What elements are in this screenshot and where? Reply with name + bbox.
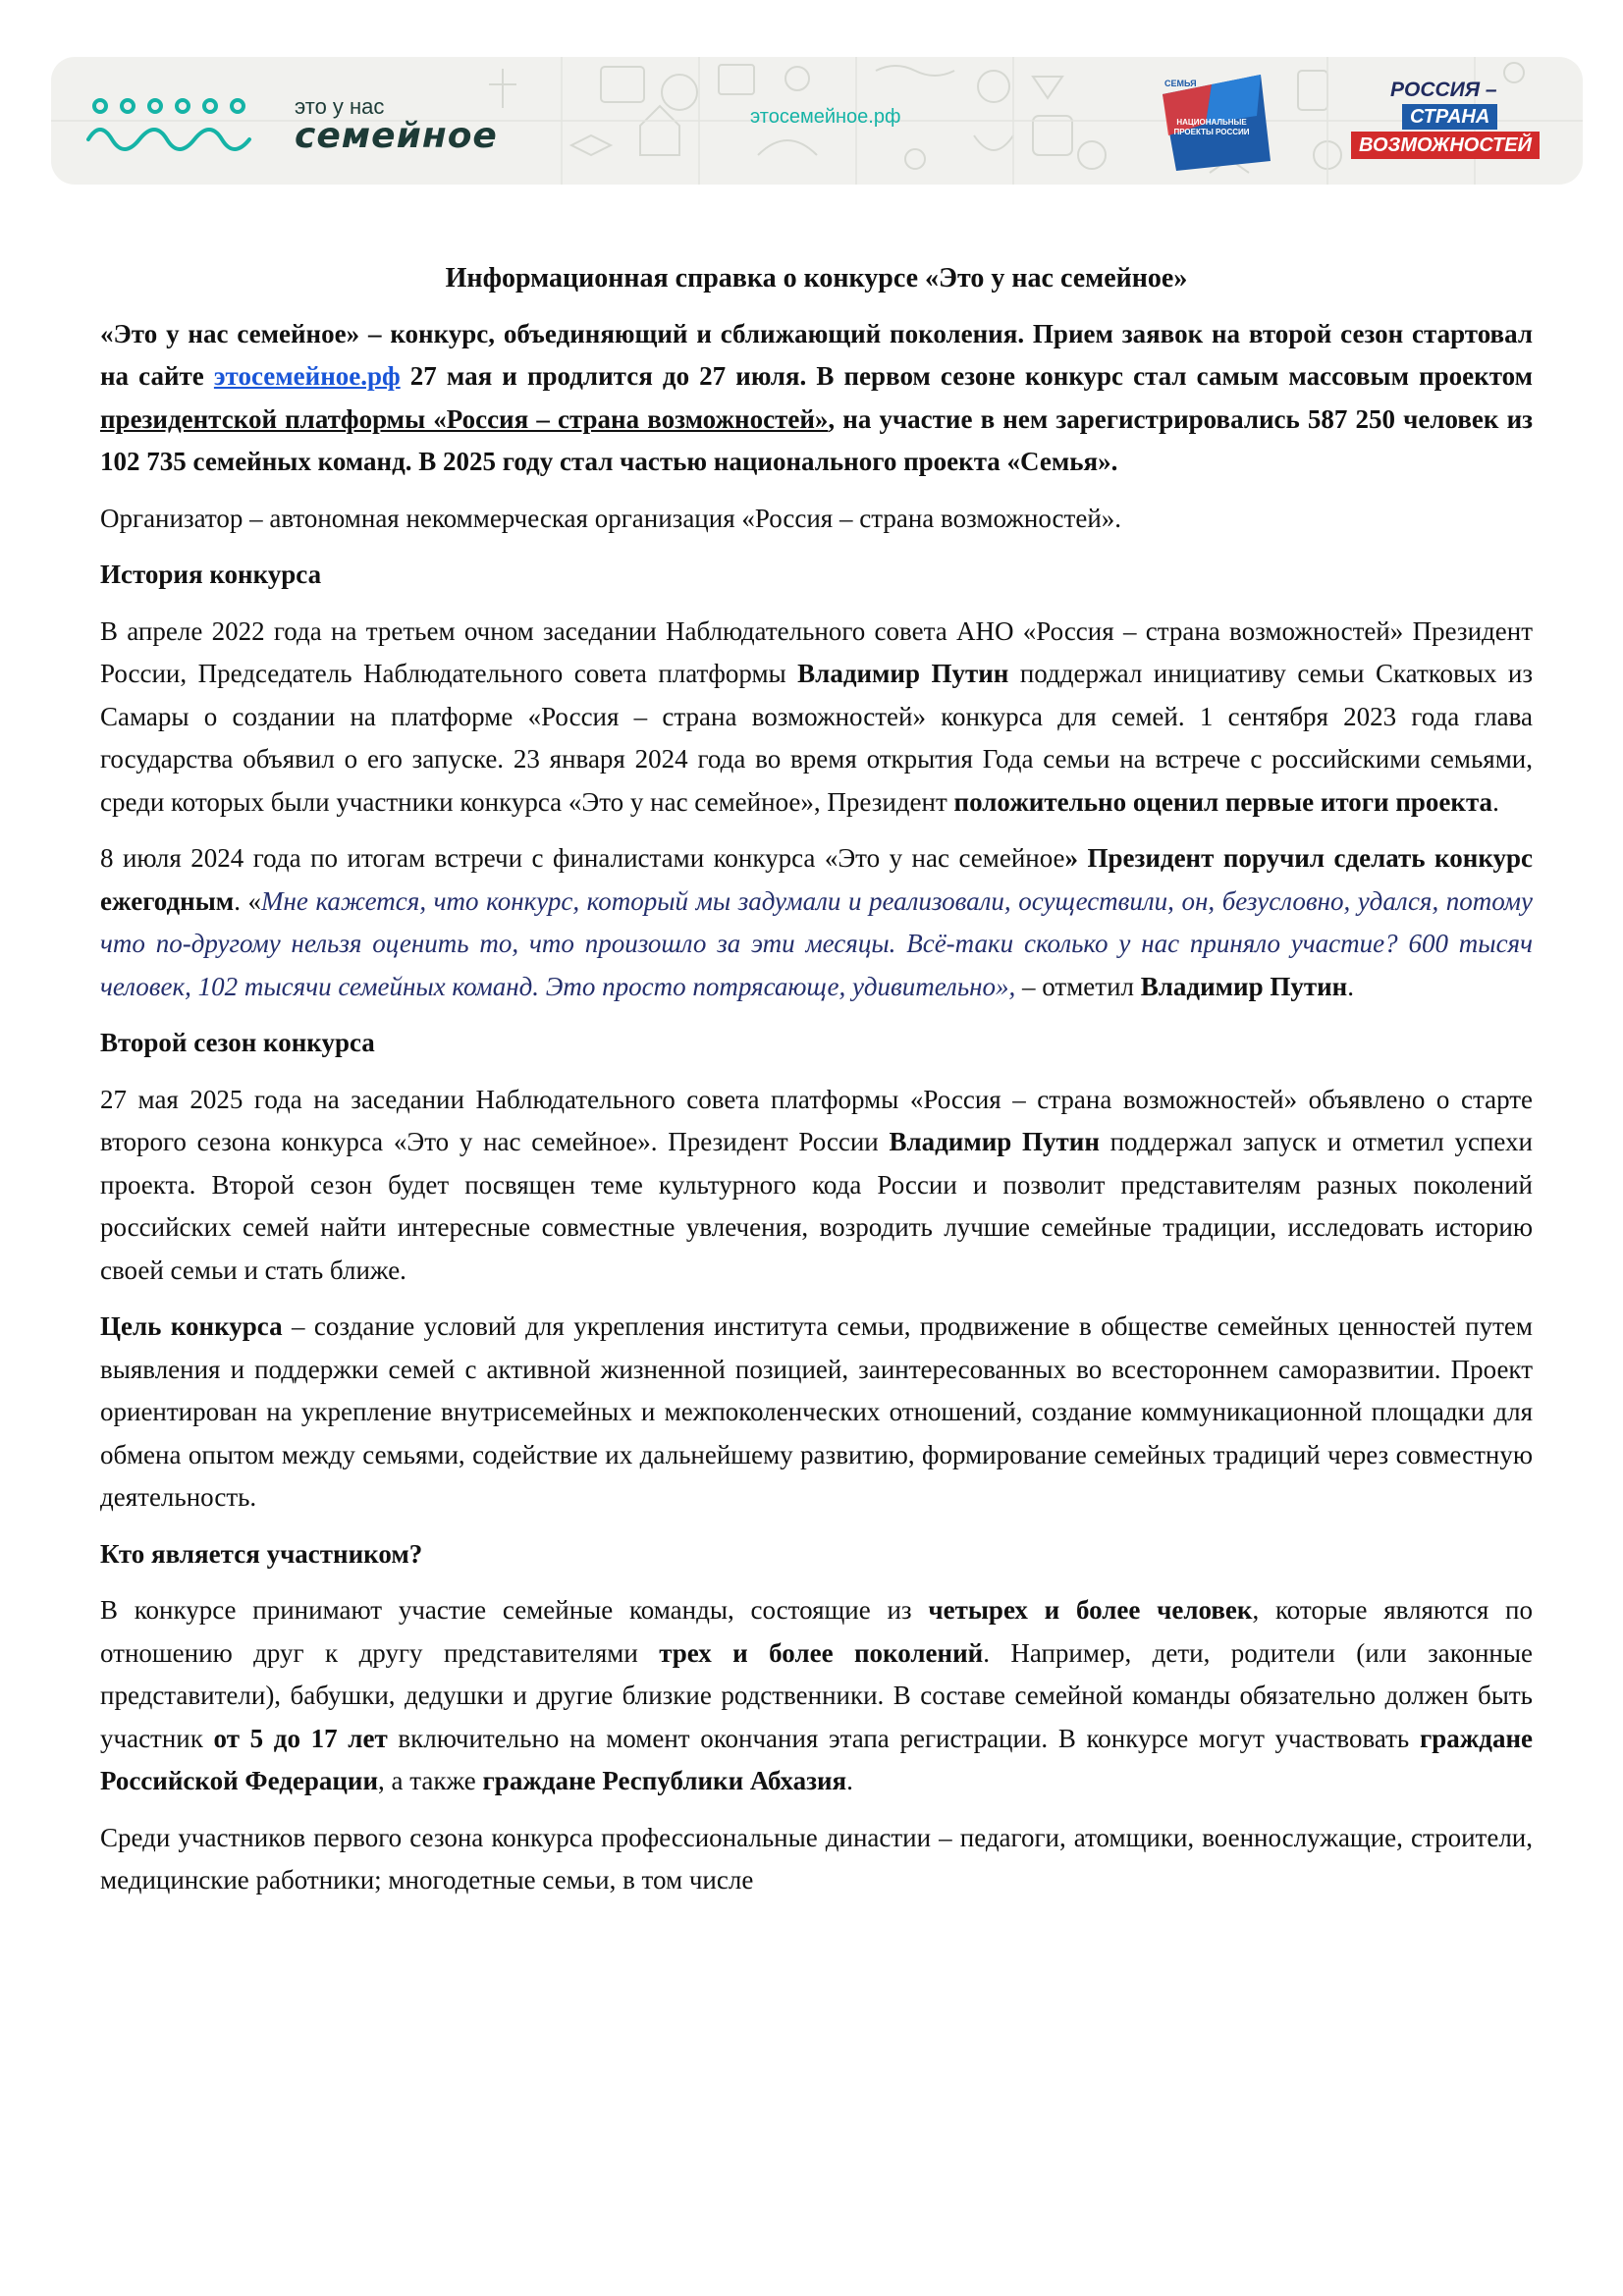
season2-paragraph [100, 1079, 1533, 1293]
text: 8 июля 2024 года по итогам встречи с финалистами конкурса «Это у нас семейное [100, 843, 1065, 873]
bold-text: Владимир Путин [797, 659, 1009, 688]
goal-paragraph [100, 1306, 1533, 1520]
national-projects-label-top: СЕМЬЯ [1164, 79, 1197, 88]
text: . [1492, 786, 1499, 817]
logo-big-text: семейное [295, 116, 498, 156]
text: , а также [378, 1766, 483, 1795]
russia-opportunities-logo [1347, 79, 1563, 167]
bold-text: граждане Республики Абхазия [482, 1766, 847, 1795]
intro-text-1: «Это у нас семейное» – конкурс, объединяющий и сближающий поколения. Прием заявок на второй сезон стартовал на сайте [100, 318, 1533, 391]
text: – создание условий для укрепления института семьи, продвижение в обществе семейных ценностей путем выявления и поддержки семей с активной жизненной позицией, заинтересованных во всестороннем саморазвитии. Проект ориентирован на укрепление внутрисемейных и межпоколенческих отношений, создание коммуникационной площадки для обмена опытом между семьями, содействие их дальнейшему развитию, формирование семейных традиций через совместную деятельность. [100, 1311, 1533, 1512]
text: – отметил [1015, 971, 1141, 1001]
site-url-link[interactable]: этосемейное.рф [750, 106, 901, 128]
text: включительно на момент окончания этапа регистрации. В конкурсе могут участвовать [387, 1723, 1420, 1753]
text: . « [234, 885, 262, 916]
participants-paragraph [100, 1589, 1533, 1803]
text: . [1347, 971, 1354, 1001]
text: . [846, 1766, 853, 1795]
rsv-line1: РОССИЯ – [1390, 79, 1497, 101]
dynasties-paragraph: Среди участников первого сезона конкурса профессиональные династии – педагоги, атомщики, военнослужащие, строители, медицинские работники; многодетные семьи, в том числе [100, 1822, 1533, 1895]
text: В конкурсе принимают участие семейные команды, состоящие из [100, 1595, 929, 1625]
history-paragraph-2 [100, 837, 1533, 1008]
text: поддержал инициативу семьи Скатковых из Самары о создании на платформе «Россия – страна возможностей» конкурса для семей. 1 сентября 2023 года глава государства объявил о его запуске. 23 января 2024 года во время открытия Года семьи на встрече с российскими семьями, среди которых были участники конкурса «Это у нас семейное», Президент [100, 659, 1533, 817]
text: , которые являются по отношению друг к другу представителями [100, 1595, 1533, 1668]
rsv-line2: СТРАНА [1402, 104, 1497, 130]
page-title: Информационная справка о конкурсе «Это у нас семейное» [445, 263, 1188, 294]
logo-small-text: это у нас [295, 94, 385, 119]
site-link[interactable]: этосемейное.рф [213, 361, 401, 391]
intro-text-3: , на участие в нем зарегистрировались 587 250 человек из 102 735 семейных команд. В 2025 году стал частью национального проекта «Семья». [100, 403, 1533, 476]
national-projects-logo [1143, 67, 1280, 175]
text: 27 мая 2025 года на заседании Наблюдательного совета платформы «Россия – страна возможностей» объявлено о старте второго сезона конкурса «Это у нас семейное». Президент России [100, 1084, 1533, 1156]
platform-underlined: президентской платформы «Россия – страна возможностей» [100, 403, 829, 434]
national-projects-label: НАЦИОНАЛЬНЫЕ ПРОЕКТЫ РОССИИ [1173, 118, 1250, 136]
bold-text: трех и более поколений [659, 1637, 984, 1668]
header-banner [51, 57, 1583, 185]
organizer-paragraph: Организатор – автономная некоммерческая организация «Россия – страна возможностей». [100, 503, 1122, 533]
participants-heading: Кто является участником? [100, 1538, 423, 1569]
bold-text: Владимир Путин [889, 1127, 1100, 1156]
text: поддержал запуск и отметил успехи проекта. Второй сезон будет посвящен теме культурного кода России и позволит представителям разных поколений российских семей найти интересные совместные увлечения, возродить лучшие семейные традиции, исследовать историю своей семьи и стать ближе. [100, 1127, 1533, 1285]
text: . Например, дети, родители (или законные представители), бабушки, дедушки и другие близкие родственники. В составе семейной команды обязательно должен быть участник [100, 1637, 1534, 1753]
putin-quote: Мне кажется, что конкурс, который мы задумали и реализовали, осуществили, он, безусловно, удался, потому что по-другому нельзя оценить то, что произошло за эти месяцы. Всё-таки сколько у нас приняло участие? 600 тысяч человек, 102 тысячи семейных команд. Это просто потрясающе, удивительно», [100, 885, 1533, 1001]
document-body [100, 257, 1533, 1916]
history-paragraph-1 [100, 611, 1533, 825]
intro-text-2: 27 мая и продлится до 27 июля. В первом сезоне конкурс стал самым массовым проектом [400, 361, 1533, 391]
bold-text: Владимир Путин [1140, 971, 1348, 1001]
bold-text: граждане Российской Федерации [100, 1723, 1533, 1795]
rsv-line3: ВОЗМОЖНОСТЕЙ [1351, 132, 1540, 159]
season2-heading: Второй сезон конкурса [100, 1028, 375, 1057]
bold-text: Цель конкурса [100, 1311, 283, 1341]
bold-text: от 5 до 17 лет [213, 1723, 388, 1753]
text: В апреле 2022 года на третьем очном заседании Наблюдательного совета АНО «Россия – страна возможностей» Президент России, Председатель Наблюдательного совета платформы [100, 615, 1533, 688]
history-heading: История конкурса [100, 560, 322, 589]
intro-paragraph [100, 313, 1533, 484]
bold-text: » Президент поручил сделать конкурс ежегодным [100, 843, 1533, 916]
bold-text: положительно оценил первые итоги проекта [953, 786, 1493, 817]
bold-text: четырех и более человек [928, 1595, 1253, 1625]
contest-logo[interactable] [86, 90, 558, 159]
family-dots-icon [86, 96, 283, 155]
